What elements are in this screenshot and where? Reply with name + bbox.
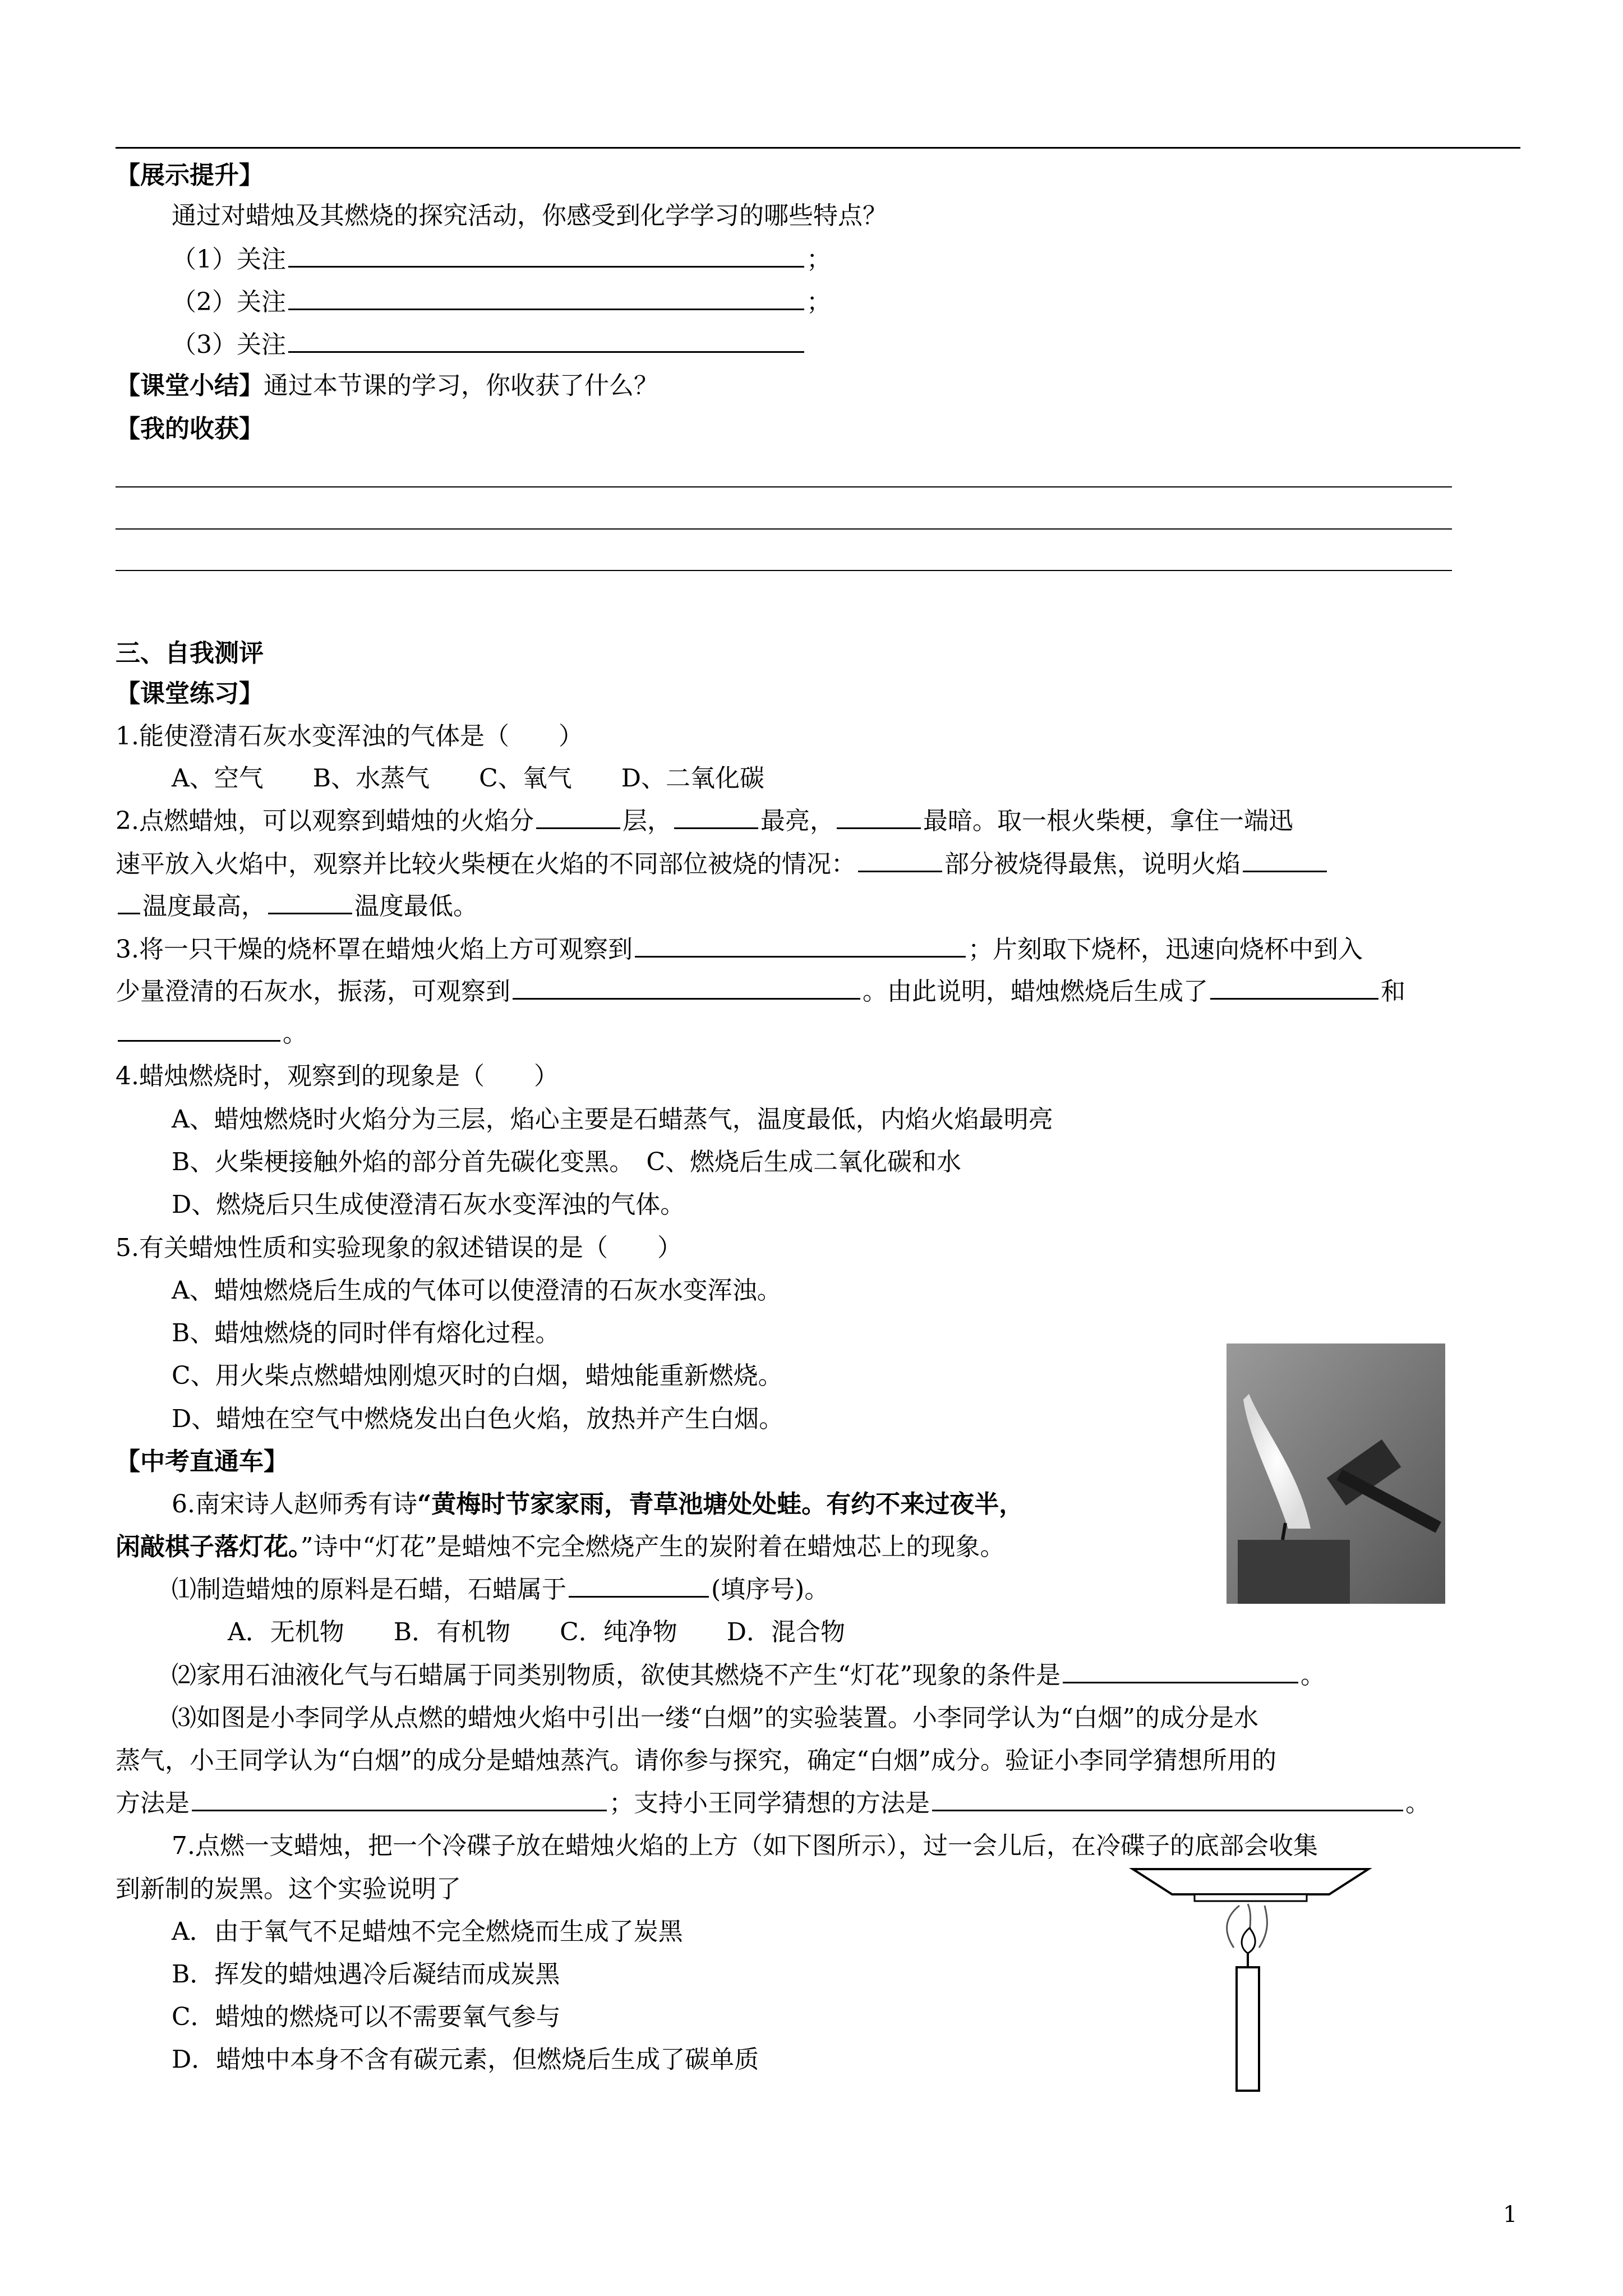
blank[interactable] [569, 1573, 709, 1598]
display-question: 通过对蜡烛及其燃烧的探究活动，你感受到化学学习的哪些特点？ [172, 201, 887, 230]
blank[interactable] [858, 848, 942, 872]
q1-options: A、空气 B、水蒸气 C、氧气 D、二氧化碳 [172, 764, 765, 793]
blank[interactable] [1210, 976, 1378, 1000]
q6-sub-2: ⑵家用石油液化气与石蜡属于同类别物质，欲使其燃烧不产生“灯花”现象的条件是 。 [172, 1659, 1325, 1692]
q2-line-3: 温度最高， 温度最低。 [116, 890, 478, 923]
q6-sub-3-line-2: 蒸气，小王同学认为“白烟”的成分是蜡烛蒸汽。请你参与探究，确定“白烟”成分。验证小李同学猜想所用的 [116, 1746, 1276, 1775]
q6-sub-3-line-1: ⑶如图是小李同学从点燃的蜡烛火焰中引出一缕“白烟”的实验装置。小李同学认为“白烟”的成分是水 [172, 1704, 1258, 1732]
q5-option-d: D、蜡烛在空气中燃烧发出白色火焰，放热并产生白烟。 [172, 1405, 784, 1433]
gains-heading: 【我的收获】 [116, 415, 264, 443]
blank[interactable] [288, 243, 804, 268]
blank[interactable] [118, 890, 140, 914]
q5-option-a: A、蜡烛燃烧后生成的气体可以使澄清的石灰水变浑浊。 [172, 1276, 782, 1305]
blank[interactable] [288, 286, 804, 310]
blank[interactable] [1063, 1659, 1298, 1683]
display-item-2: （2）关注 ； [172, 286, 831, 319]
answer-line-3[interactable] [116, 570, 1452, 571]
display-item-3: （3）关注 [172, 328, 806, 362]
q4-option-d: D、燃烧后只生成使澄清石灰水变浑浊的气体。 [172, 1190, 685, 1219]
q7-option-c: C．蜡烛的燃烧可以不需要氧气参与 [172, 2003, 561, 2031]
blank[interactable] [1243, 848, 1327, 872]
q6-sub-3-line-3: 方法是 ；支持小王同学猜想的方法是 。 [116, 1787, 1430, 1820]
white-smoke-photo [1227, 1343, 1445, 1604]
answer-line-2[interactable] [116, 528, 1452, 530]
exam-heading: 【中考直通车】 [116, 1447, 288, 1476]
q7-line-1: 7.点燃一支蜡烛，把一个冷碟子放在蜡烛火焰的上方（如下图所示），过一会儿后，在冷碟子的底部会收集 [172, 1832, 1318, 1860]
answer-line-1[interactable] [116, 486, 1452, 487]
section3-title: 三、自我测评 [116, 639, 264, 668]
q3-line-2: 少量澄清的石灰水，振荡，可观察到 。由此说明，蜡烛燃烧后生成了 和 [116, 975, 1405, 1009]
q4-stem: 4.蜡烛燃烧时，观察到的现象是（ ） [116, 1062, 559, 1091]
q1-stem: 1.能使澄清石灰水变浑浊的气体是（ ） [116, 722, 583, 751]
candle-plate-diagram [1127, 1864, 1374, 2093]
q2-line-1: 2.点燃蜡烛，可以观察到蜡烛的火焰分 层， 最亮， 最暗。取一根火柴梗，拿住一端迅 [116, 804, 1293, 838]
display-heading: 【展示提升】 [116, 161, 264, 190]
blank[interactable] [674, 805, 758, 829]
practice-heading: 【课堂练习】 [116, 679, 264, 708]
blank[interactable] [192, 1787, 607, 1811]
blank[interactable] [536, 805, 620, 829]
blank[interactable] [118, 1018, 280, 1042]
blank[interactable] [837, 805, 921, 829]
q4-option-b: B、火柴梗接触外焰的部分首先碳化变黑。 C、燃烧后生成二氧化碳和水 [172, 1148, 961, 1176]
q6-sub-1-options: A．无机物 B．有机物 C．纯净物 D．混合物 [228, 1618, 846, 1646]
blank[interactable] [513, 976, 860, 1000]
blank[interactable] [635, 933, 966, 958]
q6-line-1: 6.南宋诗人赵师秀有诗“黄梅时节家家雨，青草池塘处处蛙。有约不来过夜半， [172, 1490, 1024, 1519]
q6-line-2: 闲敲棋子落灯花。”诗中“灯花”是蜡烛不完全燃烧产生的炭附着在蜡烛芯上的现象。 [116, 1533, 1005, 1561]
q7-option-b: B．挥发的蜡烛遇冷后凝结而成炭黑 [172, 1960, 560, 1989]
header-rule [116, 147, 1520, 149]
q3-line-3: 。 [116, 1017, 307, 1051]
q5-option-c: C、用火柴点燃蜡烛刚熄灭时的白烟，蜡烛能重新燃烧。 [172, 1361, 783, 1390]
q7-option-d: D．蜡烛中本身不含有碳元素，但燃烧后生成了碳单质 [172, 2045, 759, 2074]
q7-line-2: 到新制的炭黑。这个实验说明了 [116, 1875, 461, 1903]
q7-option-a: A．由于氧气不足蜡烛不完全燃烧而生成了炭黑 [172, 1917, 683, 1946]
page-number: 1 [1503, 2202, 1518, 2228]
blank[interactable] [932, 1787, 1403, 1811]
display-item-1: （1）关注 ； [172, 243, 831, 277]
q5-option-b: B、蜡烛燃烧的同时伴有熔化过程。 [172, 1319, 560, 1347]
q5-stem: 5.有关蜡烛性质和实验现象的叙述错误的是（ ） [116, 1234, 682, 1262]
q4-option-a: A、蜡烛燃烧时火焰分为三层，焰心主要是石蜡蒸气，温度最低，内焰火焰最明亮 [172, 1105, 1053, 1134]
q2-line-2: 速平放入火焰中，观察并比较火柴梗在火焰的不同部位被烧的情况： 部分被烧得最焦，说明火焰 [116, 848, 1329, 881]
summary-line: 【课堂小结】通过本节课的学习，你收获了什么？ [116, 371, 658, 400]
blank[interactable] [268, 890, 352, 914]
blank[interactable] [288, 329, 804, 353]
q6-sub-1: ⑴制造蜡烛的原料是石蜡，石蜡属于 (填序号)。 [172, 1573, 829, 1607]
q3-line-1: 3.将一只干燥的烧杯罩在蜡烛火焰上方可观察到 ；片刻取下烧杯，迅速向烧杯中到入 [116, 933, 1363, 967]
